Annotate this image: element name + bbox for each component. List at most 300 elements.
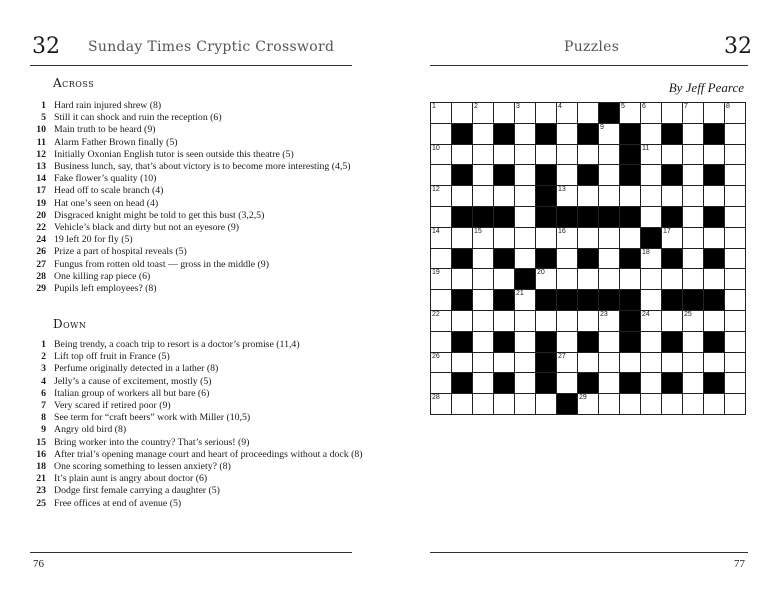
grid-white-square[interactable]	[431, 290, 452, 311]
grid-white-square[interactable]	[578, 228, 599, 249]
grid-white-square[interactable]	[557, 353, 578, 374]
grid-black-square	[536, 165, 557, 186]
grid-black-square	[536, 124, 557, 145]
grid-white-square[interactable]	[431, 249, 452, 270]
grid-white-square[interactable]	[620, 103, 641, 124]
grid-black-square	[662, 124, 683, 145]
grid-white-square[interactable]	[473, 249, 494, 270]
clue-item	[30, 100, 365, 112]
clue-item	[30, 137, 365, 149]
grid-clue-number: 28	[432, 394, 440, 402]
grid-white-square[interactable]	[473, 290, 494, 311]
grid-white-square[interactable]	[431, 228, 452, 249]
grid-white-square[interactable]	[725, 290, 746, 311]
grid-black-square	[578, 207, 599, 228]
grid-white-square[interactable]	[515, 394, 536, 415]
grid-white-square[interactable]	[683, 165, 704, 186]
grid-white-square[interactable]	[641, 103, 662, 124]
down-heading: Down	[53, 317, 87, 331]
grid-white-square[interactable]	[536, 311, 557, 332]
left-footer-rule	[30, 552, 352, 553]
grid-white-square[interactable]	[578, 269, 599, 290]
grid-white-square[interactable]	[452, 228, 473, 249]
grid-black-square	[536, 207, 557, 228]
grid-black-square	[704, 332, 725, 353]
grid-white-square[interactable]	[473, 332, 494, 353]
clue-item	[30, 185, 365, 197]
clue-number: 6	[41, 387, 46, 399]
grid-white-square[interactable]	[515, 124, 536, 145]
grid-clue-number: 2	[474, 103, 478, 110]
grid-white-square[interactable]	[515, 332, 536, 353]
grid-white-square[interactable]	[599, 145, 620, 166]
grid-white-square[interactable]	[557, 311, 578, 332]
grid-white-square[interactable]	[725, 269, 746, 290]
clue-text: Perfume originally detected in a lather (8)	[54, 363, 219, 375]
grid-white-square[interactable]	[578, 394, 599, 415]
grid-white-square[interactable]	[620, 228, 641, 249]
clue-item	[30, 412, 365, 424]
grid-white-square[interactable]	[620, 394, 641, 415]
grid-white-square[interactable]	[683, 311, 704, 332]
grid-white-square[interactable]	[473, 228, 494, 249]
clue-number: 14	[36, 173, 46, 185]
clue-number: 18	[36, 461, 46, 473]
grid-white-square[interactable]	[536, 103, 557, 124]
grid-white-square[interactable]	[578, 186, 599, 207]
grid-white-square[interactable]	[683, 353, 704, 374]
clue-item	[30, 246, 365, 258]
grid-white-square[interactable]	[683, 332, 704, 353]
grid-white-square[interactable]	[452, 145, 473, 166]
grid-white-square[interactable]	[599, 186, 620, 207]
grid-white-square[interactable]	[473, 145, 494, 166]
grid-black-square	[494, 332, 515, 353]
grid-white-square[interactable]	[452, 186, 473, 207]
grid-white-square[interactable]	[515, 145, 536, 166]
grid-white-square[interactable]	[599, 269, 620, 290]
right-page-title: Puzzles	[564, 39, 620, 55]
grid-white-square[interactable]	[473, 353, 494, 374]
grid-white-square[interactable]	[557, 332, 578, 353]
grid-white-square[interactable]	[683, 269, 704, 290]
grid-white-square[interactable]	[641, 394, 662, 415]
grid-white-square[interactable]	[473, 165, 494, 186]
clue-number: 29	[36, 283, 46, 295]
grid-white-square[interactable]	[725, 249, 746, 270]
grid-black-square	[473, 207, 494, 228]
grid-white-square[interactable]	[725, 103, 746, 124]
grid-white-square[interactable]	[683, 394, 704, 415]
grid-white-square[interactable]	[515, 373, 536, 394]
grid-white-square[interactable]	[641, 186, 662, 207]
grid-white-square[interactable]	[683, 186, 704, 207]
clue-text: Bring worker into the country? That’s serious! (9)	[54, 436, 250, 448]
clue-number: 20	[36, 209, 46, 221]
grid-white-square[interactable]	[620, 269, 641, 290]
grid-white-square[interactable]	[725, 228, 746, 249]
grid-white-square[interactable]	[704, 145, 725, 166]
grid-white-square[interactable]	[452, 269, 473, 290]
grid-white-square[interactable]	[431, 207, 452, 228]
right-footer-rule	[430, 552, 748, 553]
grid-white-square[interactable]	[662, 353, 683, 374]
grid-white-square[interactable]	[557, 269, 578, 290]
grid-white-square[interactable]	[557, 228, 578, 249]
grid-black-square	[620, 165, 641, 186]
clue-text: Head off to scale branch (4)	[54, 185, 164, 197]
clue-item	[30, 485, 365, 497]
clue-text: Hat one’s seen on head (4)	[54, 197, 159, 209]
grid-white-square[interactable]	[494, 269, 515, 290]
grid-white-square[interactable]	[452, 394, 473, 415]
grid-black-square	[599, 103, 620, 124]
grid-white-square[interactable]	[599, 373, 620, 394]
grid-black-square	[662, 249, 683, 270]
grid-black-square	[578, 290, 599, 311]
clue-number: 9	[41, 424, 46, 436]
grid-white-square[interactable]	[515, 228, 536, 249]
grid-black-square	[620, 290, 641, 311]
grid-black-square	[704, 207, 725, 228]
grid-clue-number: 10	[432, 144, 440, 152]
grid-black-square	[578, 165, 599, 186]
grid-white-square[interactable]	[725, 124, 746, 145]
grid-white-square[interactable]	[431, 311, 452, 332]
grid-black-square	[557, 394, 578, 415]
clue-text: Business lunch, say, that’s about victory is to become more interesting (4,5)	[54, 161, 351, 173]
grid-clue-number: 14	[432, 227, 440, 235]
clue-number: 26	[36, 246, 46, 258]
crossword-grid	[430, 102, 746, 415]
grid-white-square[interactable]	[515, 207, 536, 228]
grid-white-square[interactable]	[494, 228, 515, 249]
clue-number: 10	[36, 124, 46, 136]
grid-white-square[interactable]	[494, 353, 515, 374]
clue-text: See term for “craft beers” work with Miller (10,5)	[54, 412, 251, 424]
grid-black-square	[536, 290, 557, 311]
grid-clue-number: 23	[600, 310, 608, 318]
grid-white-square[interactable]	[704, 269, 725, 290]
grid-white-square[interactable]	[641, 290, 662, 311]
clue-item	[30, 400, 365, 412]
clue-text: Vehicle’s black and dirty but not an eyesore (9)	[54, 222, 239, 234]
grid-white-square[interactable]	[662, 103, 683, 124]
grid-white-square[interactable]	[557, 103, 578, 124]
grid-white-square[interactable]	[431, 332, 452, 353]
grid-black-square	[599, 207, 620, 228]
grid-white-square[interactable]	[557, 124, 578, 145]
grid-clue-number: 4	[558, 103, 562, 110]
grid-white-square[interactable]	[641, 353, 662, 374]
grid-white-square[interactable]	[620, 353, 641, 374]
clue-number: 4	[41, 375, 46, 387]
grid-white-square[interactable]	[683, 103, 704, 124]
clue-text: Italian group of workers all but bare (6)	[54, 387, 210, 399]
grid-white-square[interactable]	[641, 124, 662, 145]
grid-white-square[interactable]	[683, 124, 704, 145]
grid-white-square[interactable]	[683, 145, 704, 166]
grid-white-square[interactable]	[494, 145, 515, 166]
clue-number: 7	[41, 400, 46, 412]
grid-white-square[interactable]	[662, 228, 683, 249]
grid-white-square[interactable]	[578, 103, 599, 124]
clue-item	[30, 210, 365, 222]
grid-white-square[interactable]	[578, 145, 599, 166]
clue-text: Angry old bird (8)	[54, 424, 127, 436]
grid-black-square	[578, 373, 599, 394]
grid-white-square[interactable]	[494, 186, 515, 207]
grid-white-square[interactable]	[494, 103, 515, 124]
clue-number: 2	[41, 351, 46, 363]
grid-white-square[interactable]	[473, 186, 494, 207]
grid-white-square[interactable]	[599, 165, 620, 186]
grid-white-square[interactable]	[515, 290, 536, 311]
grid-white-square[interactable]	[725, 165, 746, 186]
grid-white-square[interactable]	[725, 207, 746, 228]
grid-clue-number: 18	[642, 248, 650, 256]
grid-white-square[interactable]	[725, 186, 746, 207]
clue-text: Pupils left employees? (8)	[54, 283, 157, 295]
grid-white-square[interactable]	[557, 145, 578, 166]
grid-black-square	[662, 373, 683, 394]
grid-white-square[interactable]	[725, 332, 746, 353]
grid-white-square[interactable]	[620, 186, 641, 207]
grid-clue-number: 25	[684, 310, 692, 318]
grid-white-square[interactable]	[704, 228, 725, 249]
grid-white-square[interactable]	[641, 165, 662, 186]
grid-black-square	[662, 290, 683, 311]
grid-clue-number: 5	[621, 103, 625, 110]
grid-white-square[interactable]	[452, 103, 473, 124]
grid-white-square[interactable]	[578, 353, 599, 374]
clue-item	[30, 437, 365, 449]
grid-black-square	[452, 373, 473, 394]
grid-white-square[interactable]	[704, 353, 725, 374]
grid-clue-number: 6	[642, 103, 646, 110]
grid-black-square	[578, 332, 599, 353]
left-header-rule	[30, 65, 352, 66]
grid-black-square	[494, 207, 515, 228]
grid-white-square[interactable]	[536, 228, 557, 249]
grid-white-square[interactable]	[599, 124, 620, 145]
grid-white-square[interactable]	[641, 332, 662, 353]
grid-clue-number: 21	[516, 290, 524, 298]
grid-white-square[interactable]	[431, 186, 452, 207]
clue-number: 16	[36, 448, 46, 460]
grid-white-square[interactable]	[452, 311, 473, 332]
right-page-number: 32	[724, 34, 752, 59]
grid-white-square[interactable]	[431, 103, 452, 124]
clue-item	[30, 363, 365, 375]
grid-clue-number: 7	[684, 103, 688, 110]
grid-white-square[interactable]	[515, 353, 536, 374]
grid-white-square[interactable]	[473, 124, 494, 145]
grid-white-square[interactable]	[599, 228, 620, 249]
grid-black-square	[452, 249, 473, 270]
clue-text: Lift top off fruit in France (5)	[54, 351, 170, 363]
grid-black-square	[536, 353, 557, 374]
clue-number: 15	[36, 436, 46, 448]
grid-white-square[interactable]	[557, 249, 578, 270]
grid-white-square[interactable]	[515, 165, 536, 186]
grid-white-square[interactable]	[683, 228, 704, 249]
grid-white-square[interactable]	[725, 373, 746, 394]
clue-item	[30, 376, 365, 388]
clue-text: Still it can shock and ruin the reception (6)	[54, 112, 222, 124]
grid-white-square[interactable]	[515, 186, 536, 207]
grid-white-square[interactable]	[704, 103, 725, 124]
grid-white-square[interactable]	[683, 373, 704, 394]
grid-black-square	[620, 124, 641, 145]
clue-item	[30, 461, 365, 473]
grid-black-square	[557, 207, 578, 228]
grid-clue-number: 24	[642, 310, 650, 318]
grid-white-square[interactable]	[536, 145, 557, 166]
clue-text: Very scared if retired poor (9)	[54, 400, 171, 412]
grid-white-square[interactable]	[662, 394, 683, 415]
clue-item	[30, 173, 365, 185]
grid-white-square[interactable]	[599, 394, 620, 415]
grid-white-square[interactable]	[704, 311, 725, 332]
clue-text: Fake flower’s quality (10)	[54, 173, 157, 185]
grid-white-square[interactable]	[557, 373, 578, 394]
grid-clue-number: 17	[663, 227, 671, 235]
clue-text: Main truth to be heard (9)	[54, 124, 156, 136]
grid-clue-number: 29	[579, 394, 587, 402]
grid-black-square	[494, 290, 515, 311]
clue-text: Being trendy, a coach trip to resort is a doctor’s promise (11,4)	[54, 339, 300, 350]
right-footer-page-number: 77	[734, 558, 745, 570]
grid-clue-number: 13	[558, 186, 566, 194]
grid-black-square	[557, 290, 578, 311]
clue-item	[30, 161, 365, 173]
clue-item	[30, 351, 365, 363]
grid-white-square[interactable]	[557, 165, 578, 186]
clue-number: 17	[36, 185, 46, 197]
grid-white-square[interactable]	[704, 394, 725, 415]
grid-white-square[interactable]	[473, 269, 494, 290]
grid-black-square	[494, 249, 515, 270]
grid-white-square[interactable]	[662, 269, 683, 290]
author-byline: By Jeff Pearce	[668, 80, 744, 95]
clue-item	[30, 259, 365, 271]
grid-clue-number: 9	[600, 123, 604, 131]
clue-text: It’s plain aunt is angry about doctor (6)	[54, 473, 208, 485]
grid-white-square[interactable]	[473, 103, 494, 124]
grid-black-square	[452, 207, 473, 228]
clue-number: 24	[36, 234, 46, 246]
clue-text: One killing rap piece (6)	[54, 270, 151, 282]
grid-white-square[interactable]	[473, 373, 494, 394]
grid-white-square[interactable]	[536, 269, 557, 290]
grid-white-square[interactable]	[515, 103, 536, 124]
grid-white-square[interactable]	[431, 145, 452, 166]
clue-number: 19	[36, 197, 46, 209]
grid-white-square[interactable]	[662, 145, 683, 166]
grid-clue-number: 15	[474, 227, 482, 235]
grid-black-square	[620, 332, 641, 353]
grid-black-square	[620, 249, 641, 270]
grid-white-square[interactable]	[599, 353, 620, 374]
grid-white-square[interactable]	[431, 124, 452, 145]
grid-white-square[interactable]	[431, 373, 452, 394]
grid-black-square	[515, 269, 536, 290]
grid-black-square	[620, 207, 641, 228]
grid-white-square[interactable]	[641, 145, 662, 166]
grid-white-square[interactable]	[641, 249, 662, 270]
grid-white-square[interactable]	[683, 249, 704, 270]
grid-white-square[interactable]	[557, 186, 578, 207]
clue-item	[30, 124, 365, 136]
grid-white-square[interactable]	[494, 311, 515, 332]
clue-number: 1	[41, 100, 46, 111]
grid-white-square[interactable]	[662, 186, 683, 207]
grid-white-square[interactable]	[599, 311, 620, 332]
grid-white-square[interactable]	[431, 394, 452, 415]
grid-white-square[interactable]	[704, 186, 725, 207]
clue-number: 8	[41, 412, 46, 424]
down-clue-list	[30, 339, 365, 510]
grid-black-square	[683, 290, 704, 311]
grid-white-square[interactable]	[494, 394, 515, 415]
left-page-number: 32	[32, 34, 60, 59]
grid-black-square	[536, 373, 557, 394]
grid-white-square[interactable]	[431, 353, 452, 374]
grid-white-square[interactable]	[431, 269, 452, 290]
grid-white-square[interactable]	[473, 311, 494, 332]
grid-black-square	[662, 165, 683, 186]
grid-clue-number: 11	[642, 144, 650, 152]
grid-clue-number: 3	[516, 103, 520, 110]
grid-white-square[interactable]	[725, 394, 746, 415]
grid-white-square[interactable]	[641, 207, 662, 228]
grid-white-square[interactable]	[641, 373, 662, 394]
grid-black-square	[704, 249, 725, 270]
grid-black-square	[452, 165, 473, 186]
grid-white-square[interactable]	[431, 165, 452, 186]
clue-number: 22	[36, 222, 46, 234]
grid-white-square[interactable]	[515, 249, 536, 270]
grid-black-square	[704, 373, 725, 394]
grid-white-square[interactable]	[662, 311, 683, 332]
grid-white-square[interactable]	[641, 311, 662, 332]
grid-white-square[interactable]	[725, 145, 746, 166]
left-footer-page-number: 76	[33, 558, 44, 570]
grid-white-square[interactable]	[725, 353, 746, 374]
grid-white-square[interactable]	[599, 249, 620, 270]
clue-text: Prize a part of hospital reveals (5)	[54, 246, 187, 258]
right-header-rule	[430, 65, 748, 66]
grid-white-square[interactable]	[536, 394, 557, 415]
grid-white-square[interactable]	[578, 311, 599, 332]
grid-white-square[interactable]	[473, 394, 494, 415]
grid-white-square[interactable]	[452, 353, 473, 374]
grid-white-square[interactable]	[515, 311, 536, 332]
grid-white-square[interactable]	[683, 207, 704, 228]
clue-text: Hard rain injured shrew (8)	[54, 100, 162, 111]
grid-black-square	[452, 124, 473, 145]
grid-clue-number: 16	[558, 227, 566, 235]
clue-number: 1	[41, 339, 46, 350]
grid-black-square	[704, 124, 725, 145]
grid-clue-number: 1	[432, 103, 436, 110]
grid-black-square	[452, 290, 473, 311]
clue-item	[30, 234, 365, 246]
grid-white-square[interactable]	[641, 269, 662, 290]
grid-white-square[interactable]	[725, 311, 746, 332]
grid-white-square[interactable]	[599, 332, 620, 353]
